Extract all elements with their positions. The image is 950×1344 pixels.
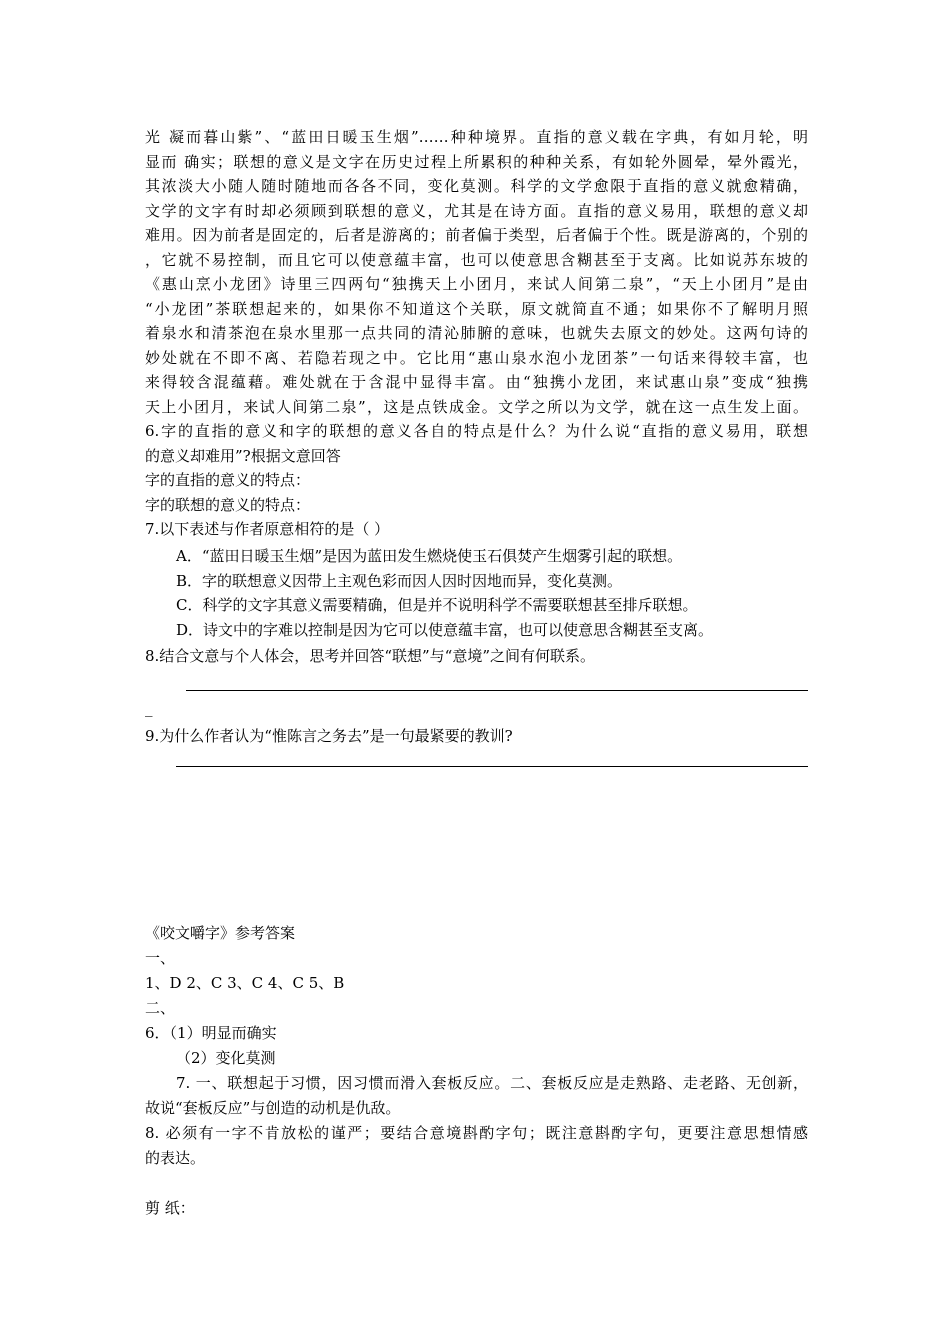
answer-line-tail: _: [145, 699, 153, 717]
question-7-option-b: B．字的联想意义因带上主观色彩而因人因时因地而异，变化莫测。: [176, 571, 623, 590]
answer-6-part-1: 6．（1）明显而确实: [145, 1024, 277, 1042]
passage-line: 天上小团月，来试人间第二泉”，这是点铁成金。文学之所以为文学，就在这一点生发上面。: [145, 397, 808, 416]
question-7-option-d: D．诗文中的字难以控制是因为它可以使意蕴丰富，也可以使意思含糊甚至支离。: [176, 620, 714, 639]
answer-8-line-1: 8. 必须有一字不肯放松的谨严；要结合意境斟酌字句；既注意斟酌字句，更要注意思想情感: [145, 1124, 808, 1142]
answer-line: [176, 766, 808, 767]
answer-section-1-items: 1、D 2、C 3、C 4、C 5、B: [145, 974, 345, 992]
paper-cut-label: 剪 纸：: [145, 1199, 195, 1217]
question-6-answer-label-1: 字的直指的意义的特点：: [145, 471, 311, 489]
passage-line: 来得较含混蕴藉。难处就在于含混中显得丰富。由“独携小龙团，来试惠山泉”变成“独携: [145, 373, 808, 391]
question-6-stem: 6.字的直指的意义和字的联想的意义各自的特点是什么？为什么说“直指的意义易用，联想: [145, 422, 808, 440]
answer-line: [186, 690, 808, 691]
passage-line: 难用。因为前者是固定的，后者是游离的；前者偏于类型，后者偏于个性。既是游离的，个别的: [145, 226, 808, 244]
passage-line: 文学的文字有时却必须顾到联想的意义，尤其是在诗方面。直指的意义易用，联想的意义却: [145, 201, 808, 220]
passage-line: 妙处就在不即不离、若隐若现之中。它比用“惠山泉水泡小龙团茶”一句话来得较丰富，也: [145, 348, 808, 367]
passage-line: 着泉水和清茶泡在泉水里那一点共同的清沁肺腑的意味，也就失去原文的妙处。这两句诗的: [145, 324, 808, 342]
passage-line: 《惠山烹小龙团》诗里三四两句“独携天上小团月，来试人间第二泉”，“天上小团月”是由: [145, 275, 808, 293]
answer-key-title: 《咬文嚼字》参考答案: [145, 924, 296, 942]
question-7-option-c: C．科学的文字其意义需要精确，但是并不说明科学不需要联想甚至排斥联想。: [176, 596, 698, 614]
passage-line: 光 凝而暮山紫”、“蓝田日暖玉生烟”……种种境界。直指的意义载在字典，有如月轮，明: [145, 128, 808, 146]
answer-8-line-2: 的表达。: [145, 1149, 206, 1167]
passage-line: 其浓淡大小随人随时随地而各各不同，变化莫测。科学的文学愈限于直指的意义就愈精确，: [145, 177, 808, 195]
question-9-stem: 9.为什么作者认为“惟陈言之务去”是一句最紧要的教训?: [145, 727, 513, 745]
passage-line: 显而 确实；联想的意义是文字在历史过程上所累积的种种关系，有如轮外圆晕，晕外霞光，: [145, 152, 808, 171]
answer-6-part-2: （2）变化莫测: [176, 1049, 276, 1067]
passage-line: “小龙团”茶联想起来的，如果你不知道这个关联，原文就简直不通；如果你不了解明月照: [145, 299, 808, 318]
question-7-stem: 7.以下表述与作者原意相符的是（ ）: [145, 520, 390, 538]
question-6-stem-cont: 的意义却难用”?根据文意回答: [145, 446, 341, 465]
answer-section-1: 一、: [145, 949, 176, 967]
answer-7-line-2: 故说“套板反应”与创造的动机是仇敌。: [145, 1099, 401, 1117]
answer-section-2: 二、: [145, 999, 176, 1017]
question-7-option-a: A．“蓝田日暖玉生烟”是因为蓝田发生燃烧使玉石俱焚产生烟雾引起的联想。: [176, 547, 683, 565]
question-6-answer-label-2: 字的联想的意义的特点：: [145, 495, 311, 514]
passage-line: ，它就不易控制，而且它可以使意蕴丰富，也可以使意思含糊甚至于支离。比如说苏东坡的: [145, 250, 808, 269]
answer-7-line-1: 7. 一、联想起于习惯，因习惯而滑入套板反应。二、套板反应是走熟路、走老路、无创新，: [176, 1074, 808, 1092]
question-8-stem: 8.结合文意与个人体会，思考并回答“联想”与“意境”之间有何联系。: [145, 647, 595, 665]
